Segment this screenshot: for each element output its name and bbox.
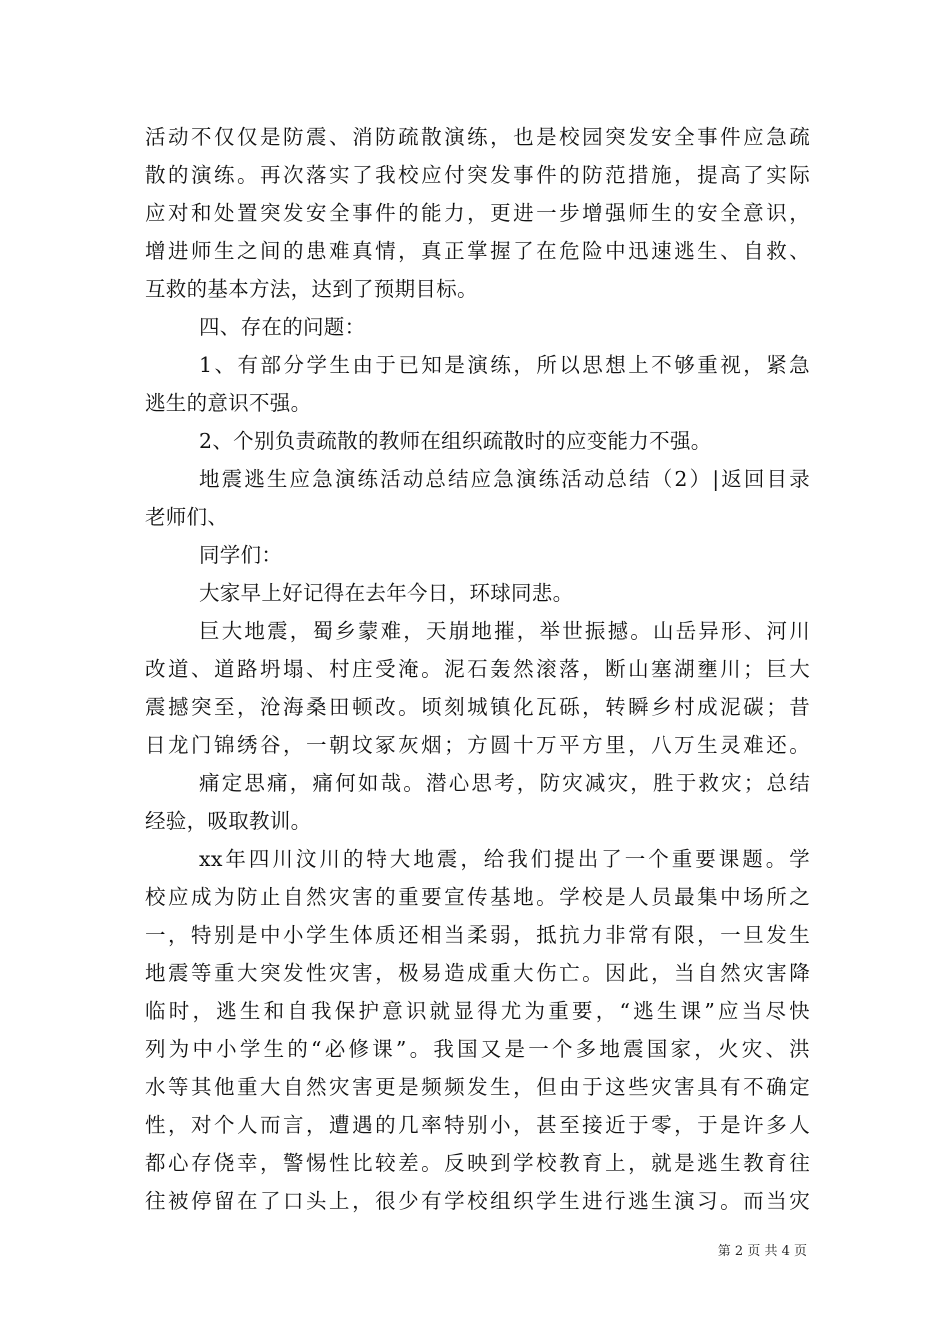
text-line: 增进师生之间的患难真情，真正掌握了在危险中迅速逃生、自救、 [145,239,810,263]
text-line: 都心存侥幸，警惕性比较差。反映到学校教育上，就是逃生教育往 [145,1151,810,1175]
text-line: 大家早上好记得在去年今日，环球同悲。 [199,581,574,605]
text-line: 一，特别是中小学生体质还相当柔弱，抵抗力非常有限，一旦发生 [145,923,810,947]
text-line: 列为中小学生的“必修课”。我国又是一个多地震国家，火灾、洪 [145,1037,810,1061]
text-line: 震撼突至，沧海桑田顿改。顷刻城镇化瓦砾，转瞬乡村成泥碳；昔 [145,695,810,719]
text-line: 改道、道路坍塌、村庄受淹。泥石轰然滚落，断山塞湖壅川；巨大 [145,657,810,681]
text-line: 往被停留在了口头上，很少有学校组织学生进行逃生演习。而当灾 [145,1189,810,1213]
page-number-footer: 第 2 页 共 4 页 [717,1244,807,1259]
text-line: 散的演练。再次落实了我校应付突发事件的防范措施，提高了实际 [145,163,810,187]
text-line: 水等其他重大自然灾害更是频频发生，但由于这些灾害具有不确定 [145,1075,810,1099]
text-line: 互救的基本方法，达到了预期目标。 [145,277,478,301]
text-line: 2、个别负责疏散的教师在组织疏散时的应变能力不强。 [199,429,712,453]
document-body [145,118,810,1220]
text-line: 1、有部分学生由于已知是演练，所以思想上不够重视，紧急 [199,353,810,377]
text-line: 痛定思痛，痛何如哉。潜心思考，防灾减灾，胜于救灾；总结 [199,771,810,795]
text-line: 校应成为防止自然灾害的重要宣传基地。学校是人员最集中场所之 [145,885,810,909]
text-line: 巨大地震，蜀乡蒙难，天崩地摧，举世振撼。山岳异形、河川 [199,619,810,643]
text-line: 性，对个人而言，遭遇的几率特别小，甚至接近于零，于是许多人 [145,1113,810,1137]
text-line: 经验，吸取教训。 [145,809,312,833]
text-line: 日龙门锦绣谷，一朝坟冢灰烟；方圆十万平方里，八万生灵难还。 [145,733,810,757]
text-line: 老师们、 [145,505,229,529]
text-line: 应对和处置突发安全事件的能力，更进一步增强师生的安全意识， [145,201,810,225]
text-line: 逃生的意识不强。 [145,391,312,415]
text-line: 地震逃生应急演练活动总结应急演练活动总结（2）|返回目录 [199,467,810,491]
text-line: 临时，逃生和自我保护意识就显得尤为重要，“逃生课”应当尽快 [145,999,810,1023]
text-line: 同学们： [199,543,283,567]
text-line: 地震等重大突发性灾害，极易造成重大伤亡。因此，当自然灾害降 [145,961,810,985]
text-line: xx年四川汶川的特大地震，给我们提出了一个重要课题。学 [199,847,810,871]
text-line: 四、存在的问题： [199,315,366,339]
text-line: 活动不仅仅是防震、消防疏散演练，也是校园突发安全事件应急疏 [145,125,810,149]
